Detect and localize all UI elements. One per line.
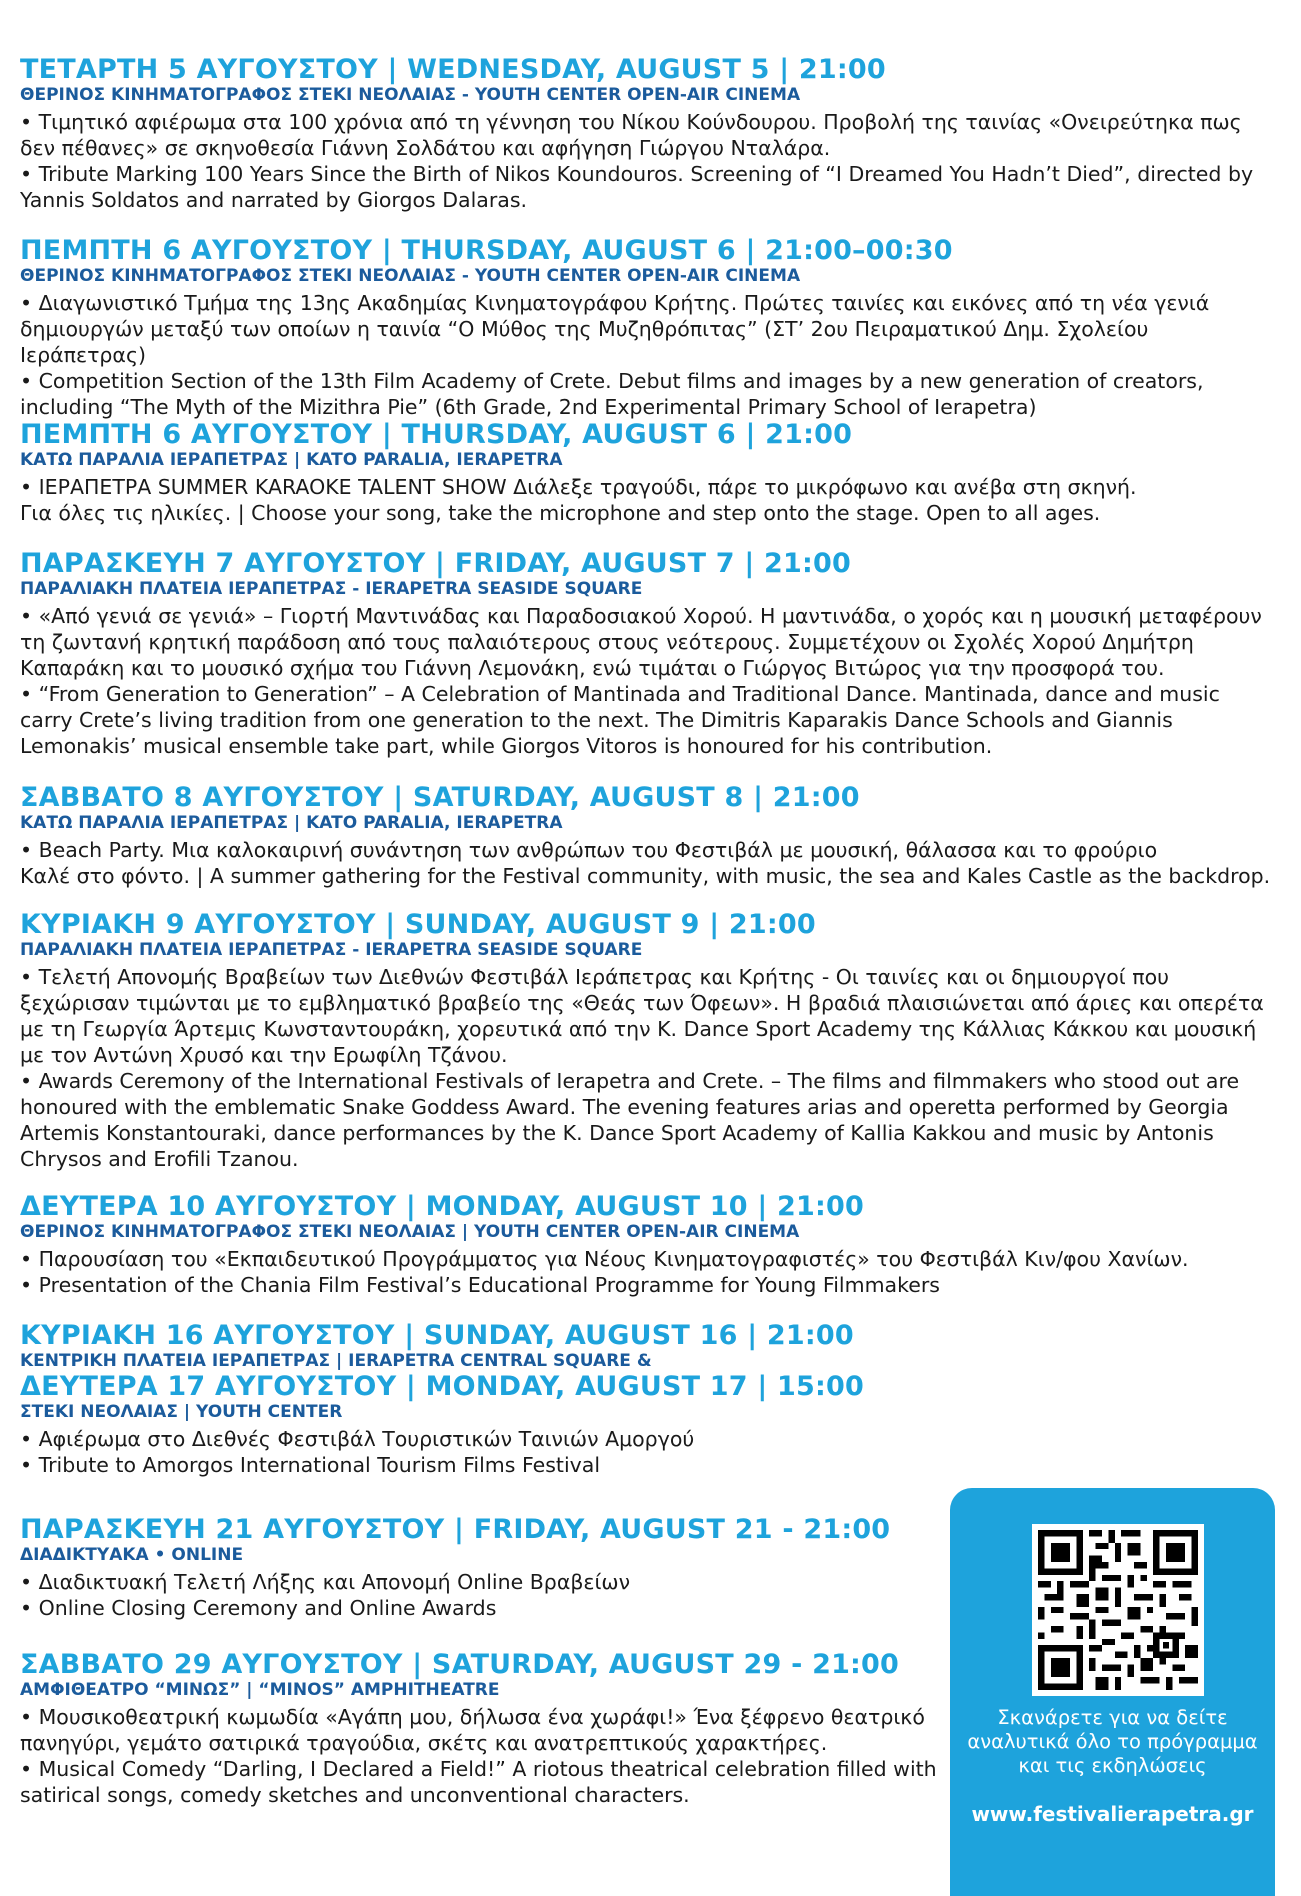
event-heading: ΤΕΤΑΡΤΗ 5 ΑΥΓΟΥΣΤΟΥ | WEDNESDAY, AUGUST 5 | 21:00: [20, 54, 886, 85]
event-desc-greek: • Διαδικτυακή Τελετή Λήξης και Απονομή Online Βραβείων: [20, 1570, 631, 1594]
event-venue: ΠΑΡΑΛΙΑΚΗ ΠΛΑΤΕΙΑ ΙΕΡΑΠΕΤΡΑΣ - IERAPETRA SEASIDE SQUARE: [20, 940, 643, 960]
website-link[interactable]: www.festivalierapetra.gr: [971, 1802, 1254, 1826]
event-aug-16-17: [20, 1321, 1278, 1478]
event-desc-greek: • Beach Party. Μια καλοκαιρινή συνάντηση των ανθρώπων του Φεστιβάλ με μουσική, θάλασσα και το φρούριο: [20, 838, 1158, 862]
event-venue: ΑΜΦΙΘΕΑΤΡΟ “ΜΙΝΩΣ” | “MINOS” AMPHITHEATRE: [20, 1680, 500, 1700]
event-heading: ΚΥΡΙΑΚΗ 16 ΑΥΓΟΥΣΤΟΥ | SUNDAY, AUGUST 16 | 21:00: [20, 1320, 854, 1351]
qr-panel: [950, 1488, 1275, 1896]
event-desc-greek: • Τιμητικό αφιέρωμα στα 100 χρόνια από τη γέννηση του Νίκου Κούνδουρου. Προβολή της ταινίας «Ονειρεύτηκα πως δεν πέθανες» σε σκηνοθεσία Γιάννη Σολδάτου και αφήγηση Γιώργου Νταλάρα.: [20, 110, 1242, 160]
event-venue: ΔΙΑΔΙΚΤΥΑΚΑ • ONLINE: [20, 1545, 244, 1565]
event-venue: ΠΑΡΑΛΙΑΚΗ ΠΛΑΤΕΙΑ ΙΕΡΑΠΕΤΡΑΣ - IERAPETRA SEASIDE SQUARE: [20, 579, 643, 599]
event-desc-english: Για όλες τις ηλικίες. | Choose your song, take the microphone and step onto the stage. Open to all ages.: [20, 501, 1101, 525]
event-desc-greek: • Διαγωνιστικό Τμήμα της 13ης Ακαδημίας Κινηματογράφου Κρήτης. Πρώτες ταινίες και εικόνες από τη νέα γενιά δημιουργών μεταξύ των οποίων η ταινία “Ο Μύθος της Μυζηθρόπιτας” (ΣΤ’ 2ου Πειραματικού Δημ. Σχολείου Ιεράπετρας): [20, 291, 1210, 367]
event-desc-english: • Musical Comedy “Darling, I Declared a Field!” A riotous theatrical celebration filled with satirical songs, comedy sketches and unconventional characters.: [20, 1757, 937, 1807]
event-desc-greek: • Τελετή Απονομής Βραβείων των Διεθνών Φεστιβάλ Ιεράπετρας και Κρήτης - Οι ταινίες και οι δημιουργοί που ξεχώρισαν τιμώνται με το εμβληματικό βραβείο της «Θεάς των Όφεων». Η βραδιά πλαισιώνεται από άριες και οπερέτα με τη Γεωργία Άρτεμις Κωνσταντουράκη, χορευτικά από την K. Dance Sport Academy της Κάλλιας Κάκκου και μουσική με τον Αντώνη Χρυσό και την Ερωφίλη Τζάνου.: [20, 965, 1264, 1067]
event-aug-7: [20, 549, 1278, 759]
event-desc-english: • Online Closing Ceremony and Online Awards: [20, 1596, 497, 1620]
event-aug-8: [20, 783, 1278, 889]
event-desc-english: • Presentation of the Chania Film Festival’s Educational Programme for Young Filmmakers: [20, 1273, 940, 1297]
event-heading: ΠΑΡΑΣΚΕΥΗ 7 ΑΥΓΟΥΣΤΟΥ | FRIDAY, AUGUST 7 | 21:00: [20, 548, 851, 579]
event-desc-greek: • Παρουσίαση του «Εκπαιδευτικού Προγράμματος για Νέους Κινηματογραφιστές» του Φεστιβάλ Κιν/φου Χανίων.: [20, 1247, 1189, 1271]
event-venue: ΘΕΡΙΝΟΣ ΚΙΝΗΜΑΤΟΓΡΑΦΟΣ ΣΤΕΚΙ ΝΕΟΛΑΙΑΣ - YOUTH CENTER OPEN-AIR CINEMA: [20, 266, 801, 286]
event-desc-greek: • Αφιέρωμα στο Διεθνές Φεστιβάλ Τουριστικών Ταινιών Αμοργού: [20, 1427, 695, 1451]
event-desc-english: • “From Generation to Generation” – A Celebration of Mantinada and Traditional Dance. Mantinada, dance and music carry Crete’s living tradition from one generation to the next. The Dimitris Kaparakis Dance Schools and Giannis Lemonakis’ musical ensemble take part, while Giorgos Vitoros is honoured for his contribution.: [20, 682, 1220, 758]
event-venue: ΘΕΡΙΝΟΣ ΚΙΝΗΜΑΤΟΓΡΑΦΟΣ ΣΤΕΚΙ ΝΕΟΛΑΙΑΣ | YOUTH CENTER OPEN-AIR CINEMA: [20, 1222, 800, 1242]
event-venue: ΚΑΤΩ ΠΑΡΑΛΙΑ ΙΕΡΑΠΕΤΡΑΣ | KATO PARALIA, IERAPETRA: [20, 450, 563, 470]
event-aug-6-karaoke: [20, 420, 1278, 526]
event-aug-5: [20, 55, 1278, 213]
event-venue: ΚΕΝΤΡΙΚΗ ΠΛΑΤΕΙΑ ΙΕΡΑΠΕΤΡΑΣ | IERAPETRA CENTRAL SQUARE &: [20, 1351, 652, 1371]
event-venue: ΚΑΤΩ ΠΑΡΑΛΙΑ ΙΕΡΑΠΕΤΡΑΣ | KATO PARALIA, IERAPETRA: [20, 813, 563, 833]
event-heading: ΔΕΥΤΕΡΑ 10 ΑΥΓΟΥΣΤΟΥ | MONDAY, AUGUST 10 | 21:00: [20, 1191, 864, 1222]
event-desc-english: Καλέ στο φόντο. | A summer gathering for the Festival community, with music, the sea and Kales Castle as the backdrop.: [20, 864, 1271, 888]
qr-code-icon[interactable]: [1032, 1524, 1204, 1696]
event-heading: ΠΕΜΠΤΗ 6 ΑΥΓΟΥΣΤΟΥ | THURSDAY, AUGUST 6 | 21:00: [20, 419, 853, 450]
event-heading: ΣΑΒΒΑΤΟ 29 ΑΥΓΟΥΣΤΟΥ | SATURDAY, AUGUST 29 - 21:00: [20, 1649, 900, 1680]
event-desc-greek: • Μουσικοθεατρική κωμωδία «Αγάπη μου, δήλωσα ένα χωράφι!» Ένα ξέφρενο θεατρικό πανηγύρι, γεμάτο σατιρικά τραγούδια, σκέτς και ανατρεπτικούς χαρακτήρες.: [20, 1705, 925, 1755]
event-desc-english: • Awards Ceremony of the International Festivals of Ierapetra and Crete. – The films and filmmakers who stood out are honoured with the emblematic Snake Goddess Award. The evening features arias and operetta performed by Georgia Artemis Konstantouraki, dance performances by the K. Dance Sport Academy of Kallia Kakkou and music by Antonis Chrysos and Erofili Tzanou.: [20, 1069, 1240, 1171]
event-heading: ΠΕΜΠΤΗ 6 ΑΥΓΟΥΣΤΟΥ | THURSDAY, AUGUST 6 | 21:00–00:30: [20, 235, 953, 266]
event-desc-english: • Tribute Marking 100 Years Since the Birth of Nikos Koundouros. Screening of “I Dreamed You Hadn’t Died”, directed by Yannis Soldatos and narrated by Giorgos Dalaras.: [20, 162, 1254, 212]
event-desc-greek: • ΙΕΡΑΠΕΤΡΑ SUMMER KARAOKE TALENT SHOW Διάλεξε τραγούδι, πάρε το μικρόφωνο και ανέβα στη σκηνή.: [20, 475, 1137, 499]
event-heading: ΚΥΡΙΑΚΗ 9 ΑΥΓΟΥΣΤΟΥ | SUNDAY, AUGUST 9 | 21:00: [20, 909, 816, 940]
event-heading: ΠΑΡΑΣΚΕΥΗ 21 ΑΥΓΟΥΣΤΟΥ | FRIDAY, AUGUST 21 - 21:00: [20, 1514, 891, 1545]
event-heading-second: ΔΕΥΤΕΡΑ 17 ΑΥΓΟΥΣΤΟΥ | MONDAY, AUGUST 17 | 15:00: [20, 1371, 864, 1402]
event-venue: ΘΕΡΙΝΟΣ ΚΙΝΗΜΑΤΟΓΡΑΦΟΣ ΣΤΕΚΙ ΝΕΟΛΑΙΑΣ - YOUTH CENTER OPEN-AIR CINEMA: [20, 85, 801, 105]
qr-caption: Σκανάρετε για να δείτε αναλυτικά όλο το πρόγραμμα και τις εκδηλώσεις: [967, 1706, 1258, 1777]
event-aug-9: [20, 910, 1278, 1172]
event-aug-6-competition: [20, 236, 1278, 420]
event-desc-english: • Tribute to Amorgos International Tourism Films Festival: [20, 1453, 601, 1477]
event-desc-greek: • «Από γενιά σε γενιά» – Γιορτή Μαντινάδας και Παραδοσιακού Χορού. Η μαντινάδα, ο χορός και η μουσική μεταφέρουν τη ζωντανή κρητική παράδοση από τους παλαιότερους στους νεότερους. Συμμετέχουν οι Σχολές Χορού Δημήτρη Καπαράκη και το μουσικό σχήμα του Γιάννη Λεμονάκη, ενώ τιμάται ο Γιώργος Βιτώρος για την προσφορά του.: [20, 604, 1262, 680]
event-heading: ΣΑΒΒΑΤΟ 8 ΑΥΓΟΥΣΤΟΥ | SATURDAY, AUGUST 8 | 21:00: [20, 782, 860, 813]
event-venue-second: ΣΤΕΚΙ ΝΕΟΛΑΙΑΣ | YOUTH CENTER: [20, 1402, 343, 1422]
event-aug-10: [20, 1192, 1278, 1298]
event-desc-english: • Competition Section of the 13th Film Academy of Crete. Debut films and images by a new generation of creators, including “The Myth of the Mizithra Pie” (6th Grade, 2nd Experimental Primary School of Ierapetra): [20, 369, 1204, 419]
